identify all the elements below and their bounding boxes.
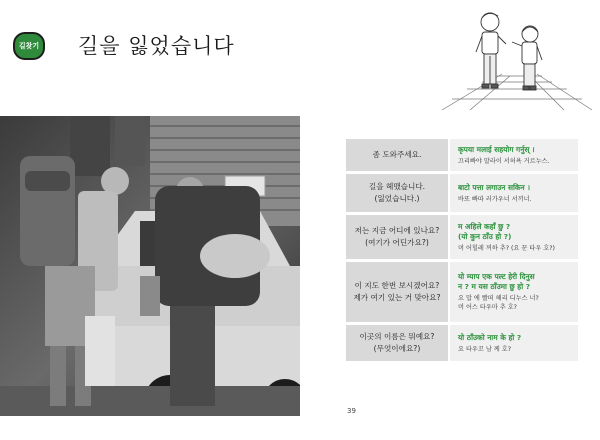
nepali-cell	[450, 325, 578, 361]
korean-phrase: 좀 도와주세요.	[346, 139, 448, 171]
nepali-cell	[450, 139, 578, 171]
nepali-phrase: यो ठाँउको नाम के हो ?	[458, 332, 522, 342]
nepali-phrase: म अहिले कहाँ छु ? (यो कुन ठाँउ हो ?)	[458, 221, 512, 241]
chapter-badge-label: 길찾기	[18, 42, 40, 50]
phrase-row	[346, 139, 578, 171]
pronunciation: 요 타우꼬 남 께 호?	[458, 345, 511, 353]
pronunciation: 요 맙 에 빨떠 헤리 디누스 너? 머 어스 타우마 추 호?	[458, 295, 539, 311]
korean-phrase: 이곳의 이름은 뭐예요? (무엇이에요?)	[346, 325, 448, 361]
korean-phrase: 이 지도 한번 보시겠어요? 제가 여기 있는 거 맞아요?	[346, 262, 448, 322]
page-number: 39	[347, 407, 356, 415]
nepali-phrase: यो म्याप एक पल्ट हेरी दिनुस न ? म यस ठाँउमा छु हो ?	[458, 272, 535, 291]
pronunciation: 바또 빠따 러가우너 서끼너.	[458, 195, 532, 203]
nepali-cell	[450, 174, 578, 212]
two-people-illustration	[442, 4, 592, 112]
nepali-phrase: बाटो पत्ता लगाउन सकिन ।	[458, 182, 531, 192]
phrase-row	[346, 262, 578, 322]
phrase-table	[346, 139, 578, 364]
korean-phrase: 길을 헤맸습니다. (잃었습니다.)	[346, 174, 448, 212]
phrase-row	[346, 325, 578, 361]
page-title: 길을 잃었습니다	[78, 34, 235, 58]
nepali-cell	[450, 215, 578, 259]
backpackers-photo	[0, 116, 300, 416]
pronunciation: 끄리빠야 말라이 서허욕 거르누스.	[458, 157, 550, 165]
nepali-cell	[450, 262, 578, 322]
pronunciation: 머 어힐레 꺼하 추? (요 꾼 타우 호?)	[458, 244, 555, 252]
chapter-badge	[13, 32, 45, 60]
nepali-phrase: कृपया मलाई सहयोग गर्नुस् ।	[458, 144, 535, 154]
phrase-row	[346, 215, 578, 259]
phrase-row	[346, 174, 578, 212]
korean-phrase: 저는 지금 어디에 있나요? (여기가 어딘가요?)	[346, 215, 448, 259]
